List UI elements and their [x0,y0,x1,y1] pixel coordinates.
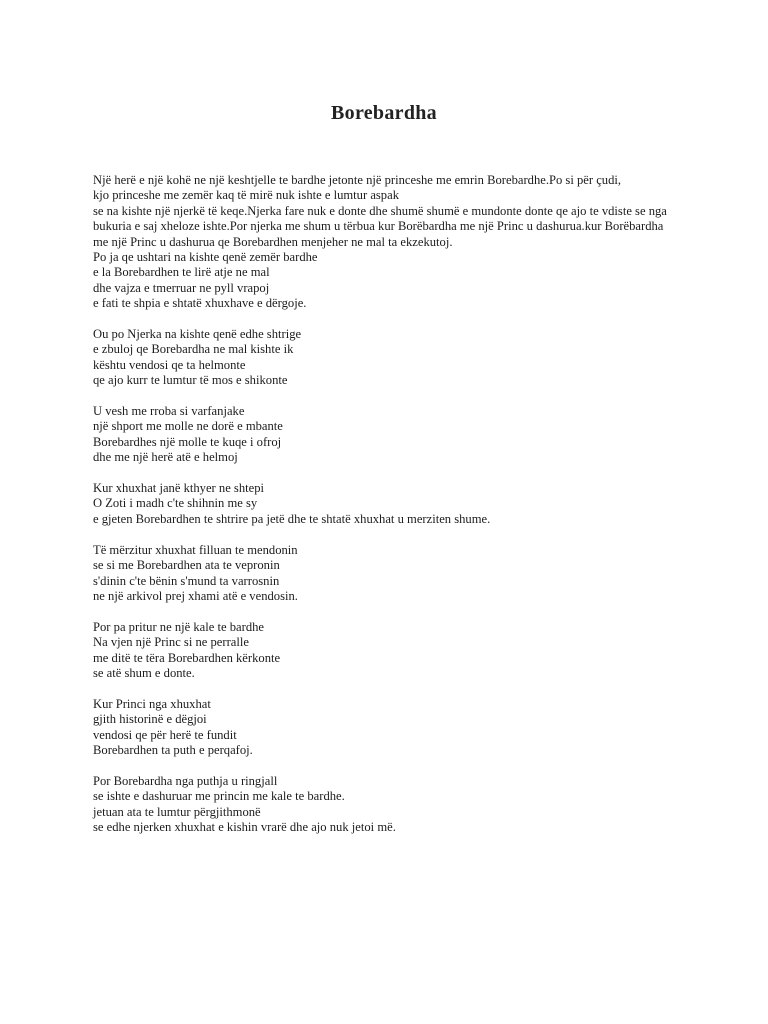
poem-line: Po ja qe ushtari na kishte qenë zemër bardhe [93,250,318,265]
poem-line: kjo princeshe me zemër kaq të mirë nuk ishte e lumtur aspak [93,188,399,203]
poem-line: ne një arkivol prej xhami atë e vendosin. [93,588,298,603]
poem-line: e fati te shpia e shtatë xhuxhave e dërgoje. [93,296,307,311]
document-title: Borebardha [331,102,437,124]
poem-line: një shport me molle ne dorë e mbante [93,419,283,434]
poem-line: Na vjen një Princ si ne perralle [93,635,249,650]
poem-line: Por pa pritur ne një kale te bardhe [93,619,264,634]
poem-line: se ishte e dashuruar me princin me kale te bardhe. [93,789,345,804]
poem-line: kështu vendosi qe ta helmonte [93,357,246,372]
poem-line: Ou po Njerka na kishte qenë edhe shtrige [93,327,302,342]
poem-line: gjith historinë e dëgjoi [93,712,207,727]
poem-line: se edhe njerken xhuxhat e kishin vrarë dhe ajo nuk jetoi më. [93,819,396,834]
poem-line: vendosi qe për herë te fundit [93,727,237,742]
stanza-6 [93,620,673,682]
poem-body [93,173,673,851]
poem-line: Një herë e një kohë ne një keshtjelle te bardhe jetonte një princeshe me emrin Borebardhe.Po si për çudi, [93,173,622,187]
poem-line: se na kishte një njerkë të keqe.Njerka fare nuk e donte dhe shumë shumë e mundonte donte qe ajo te vdiste se nga bukuria e saj xheloze ishte.Por njerka me shum u tërbua kur Borëbardha me një Princ u dashurua.kur Borëbardha me një Princ u dashurua qe Borebardhen menjeher ne mal ta ekzekutoj. [93,203,667,249]
stanza-4 [93,481,673,527]
stanza-8 [93,774,673,836]
poem-line: e gjeten Borebardhen te shtrire pa jetë dhe te shtatë xhuxhat u merziten shume. [93,511,491,526]
poem-line: s'dinin c'te bënin s'mund ta varrosnin [93,573,280,588]
poem-line: jetuan ata te lumtur përgjithmonë [93,804,261,819]
poem-line: me ditë te tëra Borebardhen kërkonte [93,650,281,665]
poem-line: U vesh me rroba si varfanjake [93,404,245,419]
poem-line: e la Borebardhen te lirë atje ne mal [93,265,270,280]
stanza-3 [93,404,673,466]
poem-line: Kur Princi nga xhuxhat [93,696,211,711]
poem-line: dhe vajza e tmerruar ne pyll vrapoj [93,280,270,295]
stanza-5 [93,543,673,605]
poem-line: se atë shum e donte. [93,665,195,680]
poem-line: se si me Borebardhen ata te vepronin [93,558,280,573]
poem-line: Borebardhen ta puth e perqafoj. [93,742,253,757]
poem-line: Të mërzitur xhuxhat filluan te mendonin [93,542,298,557]
stanza-2 [93,327,673,389]
poem-line: qe ajo kurr te lumtur të mos e shikonte [93,373,288,388]
poem-line: dhe me një herë atë e helmoj [93,450,238,465]
poem-line: O Zoti i madh c'te shihnin me sy [93,496,258,511]
poem-line: Kur xhuxhat janë kthyer ne shtepi [93,481,265,496]
stanza-7 [93,697,673,759]
poem-line: e zbuloj qe Borebardha ne mal kishte ik [93,342,294,357]
poem-line: Borebardhes një molle te kuqe i ofroj [93,434,282,449]
poem-line: Por Borebardha nga puthja u ringjall [93,773,278,788]
stanza-1 [93,173,673,312]
